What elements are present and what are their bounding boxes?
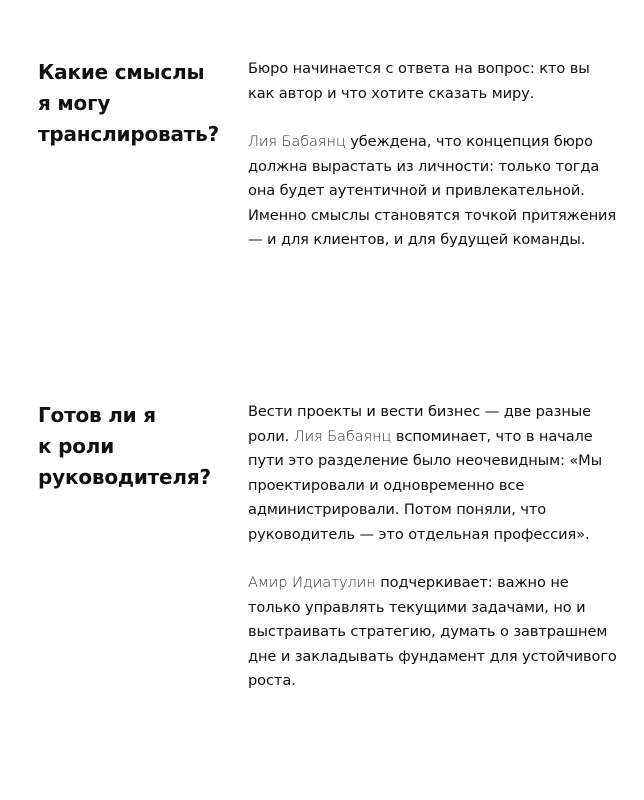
- answer-text: [248, 57, 618, 277]
- question-line: к роли: [38, 434, 115, 458]
- answer-text: [248, 400, 618, 718]
- person-name: Лия Бабаянц: [248, 133, 346, 150]
- question-line: Какие смыслы: [38, 60, 205, 84]
- question-heading: [38, 57, 238, 150]
- person-name: Лия Бабаянц: [293, 427, 392, 445]
- question-line: я могу: [38, 91, 111, 115]
- question-heading: [38, 400, 238, 493]
- paragraph-text: вспоминает, что в начале пути это разделение было неочевидным: «Мы проектировали и одновременно все администрировали. Потом поняли, что руководитель — это отдельная профессия».: [248, 427, 603, 543]
- paragraph-text: убеждена, что концепция бюро должна вырастать из личности: только тогда она будет аутентичной и привлекательной. Именно смыслы становятся точкой притяжения — и для клиентов, и для будущей команды.: [248, 133, 617, 248]
- paragraph: [248, 400, 618, 547]
- question-line: транслировать?: [38, 122, 219, 146]
- question-line: Готов ли я: [38, 403, 156, 427]
- paragraph-text: Вести проекты и вести бизнес — две разные роли.: [248, 403, 592, 445]
- paragraph-text: подчеркивает: важно не только управлять текущими задачами, но и выстраивать стратегию, думать о завтрашнем дне и закладывать фундамент для устойчивого роста.: [248, 574, 617, 689]
- person-name: Амир Идиатулин: [248, 574, 376, 591]
- paragraph: [248, 57, 618, 106]
- paragraph: [248, 571, 618, 694]
- paragraph: [248, 130, 618, 253]
- paragraph-text: Бюро начинается с ответа на вопрос: кто вы как автор и что хотите сказать миру.: [248, 60, 590, 102]
- question-line: руководителя?: [38, 465, 211, 489]
